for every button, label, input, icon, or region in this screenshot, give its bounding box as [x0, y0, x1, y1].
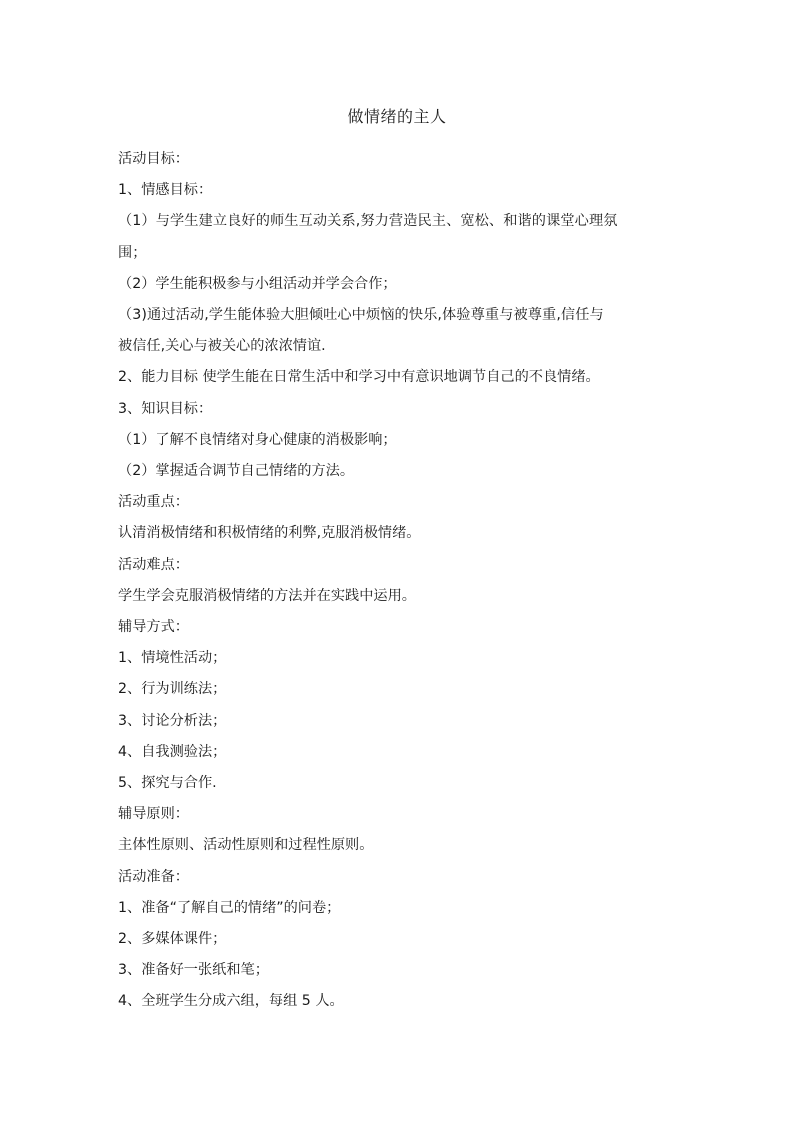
list-item: 2、多媒体课件； — [118, 931, 227, 948]
list-item: 1、准备“了解自己的情绪”的问卷； — [118, 899, 341, 916]
section-heading-principles: 辅导原则： — [118, 806, 189, 823]
section-heading-difficulties: 活动难点： — [118, 556, 189, 573]
paragraph-line: 主体性原则、活动性原则和过程性原则。 — [118, 837, 374, 854]
paragraph-line: （2）学生能积极参与小组活动并学会合作； — [118, 275, 397, 292]
document-title: 做情绪的主人 — [347, 107, 447, 126]
list-item: 2、行为训练法； — [118, 681, 227, 698]
section-heading-activity-goals: 活动目标： — [118, 151, 189, 167]
paragraph-line: 2、能力目标 使学生能在日常生活中和学习中有意识地调节自己的不良情绪。 — [118, 369, 600, 386]
list-item: 3、讨论分析法； — [118, 712, 227, 729]
paragraph-line: 学生学会克服消极情绪的方法并在实践中运用。 — [118, 587, 416, 604]
subheading-knowledge-goals: 3、知识目标： — [118, 400, 213, 417]
list-item: 1、情境性活动； — [118, 650, 227, 667]
list-item: 4、自我测验法； — [118, 743, 227, 760]
list-item: 4、全班学生分成六组，每组 5 人。 — [118, 993, 344, 1010]
document-body — [118, 144, 684, 1018]
section-heading-preparation: 活动准备： — [118, 868, 189, 885]
section-heading-methods: 辅导方式： — [118, 619, 189, 636]
paragraph-line: 围； — [118, 244, 147, 261]
paragraph-line: （1）了解不良情绪对身心健康的消极影响； — [118, 431, 397, 448]
list-item: 3、准备好一张纸和笔； — [118, 962, 269, 979]
list-item: 5、探究与合作. — [118, 775, 217, 792]
subheading-emotional-goals: 1、情感目标： — [118, 182, 213, 199]
paragraph-line: 被信任,关心与被关心的浓浓情谊. — [118, 338, 326, 355]
paragraph-line: （2）掌握适合调节自己情绪的方法。 — [118, 463, 355, 480]
section-heading-key-points: 活动重点： — [118, 494, 189, 511]
paragraph-line: （3)通过活动,学生能体验大胆倾吐心中烦恼的快乐,体验尊重与被尊重,信任与 — [118, 307, 604, 324]
paragraph-line: （1）与学生建立良好的师生互动关系,努力营造民主、宽松、和谐的课堂心理氛 — [118, 213, 618, 230]
paragraph-line: 认清消极情绪和积极情绪的利弊,克服消极情绪。 — [118, 525, 421, 542]
